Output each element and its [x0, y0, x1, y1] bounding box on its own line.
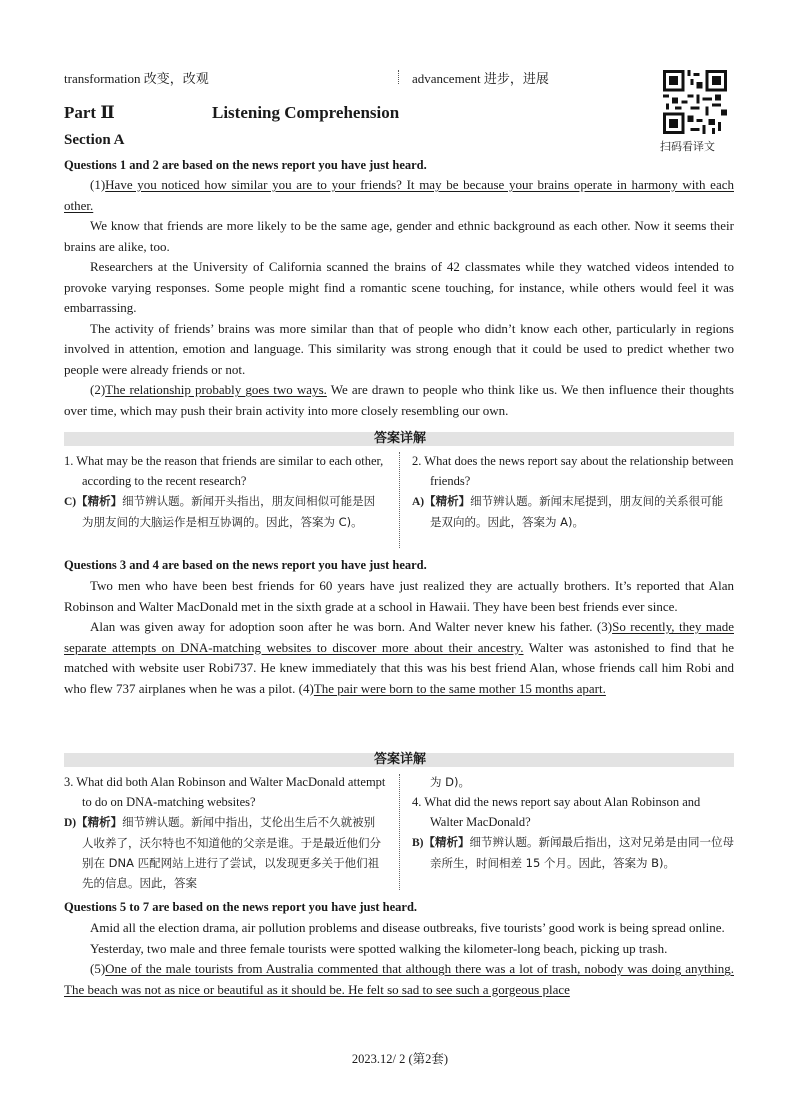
underline-4: The pair were born to the same mother 15 months apart. — [313, 680, 606, 696]
news-report-1 — [64, 175, 734, 421]
answer-col-right — [412, 451, 734, 532]
question-2: 2. What does the news report say about the relationship between friends? — [412, 454, 734, 488]
paragraph: Yesterday, two male and three female tourists were spotted walking the kilometer-long beach, picking up trash. — [90, 940, 668, 956]
questions-5-7-heading: Questions 5 to 7 are based on the news report you have just heard. — [64, 900, 418, 914]
paragraph: Two men who have been best friends for 60 years have just realized they are actually brothers. It’s reported that Alan Robinson and Walter MacDonald met in the sixth grade at a school in Hawaii. They have been best friends ever since. — [64, 578, 734, 614]
question-1: 1. What may be the reason that friends are similar to each other, according to the recent research? — [64, 454, 384, 488]
questions-3-4-heading: Questions 3 and 4 are based on the news report you have just heard. — [64, 558, 427, 572]
questions-1-2-heading: Questions 1 and 2 are based on the news report you have just heard. — [64, 158, 427, 172]
news-report-2 — [64, 576, 734, 699]
part-title: Listening Comprehension — [212, 103, 400, 122]
paragraph: Researchers at the University of California scanned the brains of 42 classmates while they watched videos intended to provoke varying responses. Some people might find a romantic scene touching, for instance, while others would feel it was embarrassing. — [64, 259, 734, 315]
vocab-left: transformation 改变，改观 — [64, 71, 209, 86]
paragraph: (2)The relationship probably goes two ways. We are drawn to people who think like us. We then influence their thoughts over time, which may push their brain activity into more closely resembling our own. — [64, 382, 734, 418]
paragraph: Alan was given away for adoption soon after he was born. And Walter never knew his father. (3)So recently, they made separate attempts on DNA-matching websites to discover more about their ancestry. Walter was astonished to find that he matched with website user Robi737. He knew immediately that this was his best friend Alan, whose friends call him Robi and who flew 737 airplanes when he was a pilot. (4)The pair were born to the same mother 15 months apart. — [64, 619, 734, 696]
underline-5: One of the male tourists from Australia commented that although there was a lot of trash, nobody was doing anything. The beach was not as nice or beautiful as it should be. He felt so sad to see such a gorgeous place — [64, 961, 734, 997]
qr-code-icon[interactable] — [663, 70, 727, 134]
question-4: 4. What did the news report say about Alan Robinson and Walter MacDonald? — [412, 795, 701, 829]
qr-caption: 扫码看译文 — [660, 140, 715, 153]
paragraph — [64, 175, 734, 216]
question-3: 3. What did both Alan Robinson and Walter MacDonald attempt to do on DNA-matching websites? — [64, 775, 386, 809]
answer-3: D)【精析】细节辨认题。新闻中指出，艾伦出生后不久就被别人收养了，沃尔特也不知道他的父亲是谁。于是最近他们分别在 DNA 匹配网站上进行了尝试，以发现更多关于他们祖先的信息。因此，答案 — [64, 815, 381, 890]
answer-2: A)【精析】细节辨认题。新闻末尾提到，朋友间的关系很可能是双向的。因此，答案为 A)。 — [412, 494, 724, 529]
answer-col-right — [412, 772, 734, 873]
vocab-right: advancement 进步，进展 — [412, 71, 549, 86]
answer-col-left — [64, 451, 386, 532]
answer-3-continued: 为 D)。 — [430, 775, 470, 789]
part-label: Part Ⅱ — [64, 103, 115, 122]
page-footer: 2023.12/ 2 (第2套) — [351, 1052, 449, 1066]
paragraph: The activity of friends’ brains was more similar than that of people who didn’t know each other, particularly in regions involved in attention, emotion and language. This similarity was strong enough that it could be used to predict whether two people were already friends or not. — [64, 320, 734, 377]
vocab-divider — [398, 70, 400, 84]
answer-4: B)【精析】细节辨认题。新闻最后指出，这对兄弟是由同一位母亲所生，时间相差 15 个月。因此，答案为 B)。 — [412, 835, 734, 870]
mark-2: (2) — [90, 382, 106, 397]
paragraph: We know that friends are more likely to be the same age, gender and ethnic background as each other. Now it seems their brains are alike, too. — [64, 218, 734, 254]
answer-1: C)【精析】细节辨认题。新闻开头指出，朋友间相似可能是因为朋友间的大脑运作是相互协调的。因此，答案为 C)。 — [64, 494, 376, 529]
news-report-3 — [64, 918, 734, 1000]
paragraph — [64, 959, 734, 1000]
mark-1: (1) — [90, 177, 106, 192]
paragraph: Amid all the election drama, air pollution problems and disease outbreaks, five tourists’ good work is being spread online. — [90, 920, 725, 935]
answers-title: 答案详解 — [373, 431, 426, 446]
section-title: Section A — [64, 132, 125, 148]
answer-col-left — [64, 772, 386, 893]
column-divider — [399, 452, 400, 548]
underline-3: So recently, they made separate attempts on DNA-matching websites to discover more about their ancestry. — [64, 619, 734, 655]
answers-title: 答案详解 — [373, 752, 426, 767]
mark-5: (5) — [90, 961, 106, 976]
column-divider — [399, 774, 400, 890]
underline-1: Have you noticed how similar you are to your friends? It may be because your brains operate in harmony with each other. — [64, 177, 734, 213]
underline-2: The relationship probably goes two ways. — [105, 382, 327, 397]
